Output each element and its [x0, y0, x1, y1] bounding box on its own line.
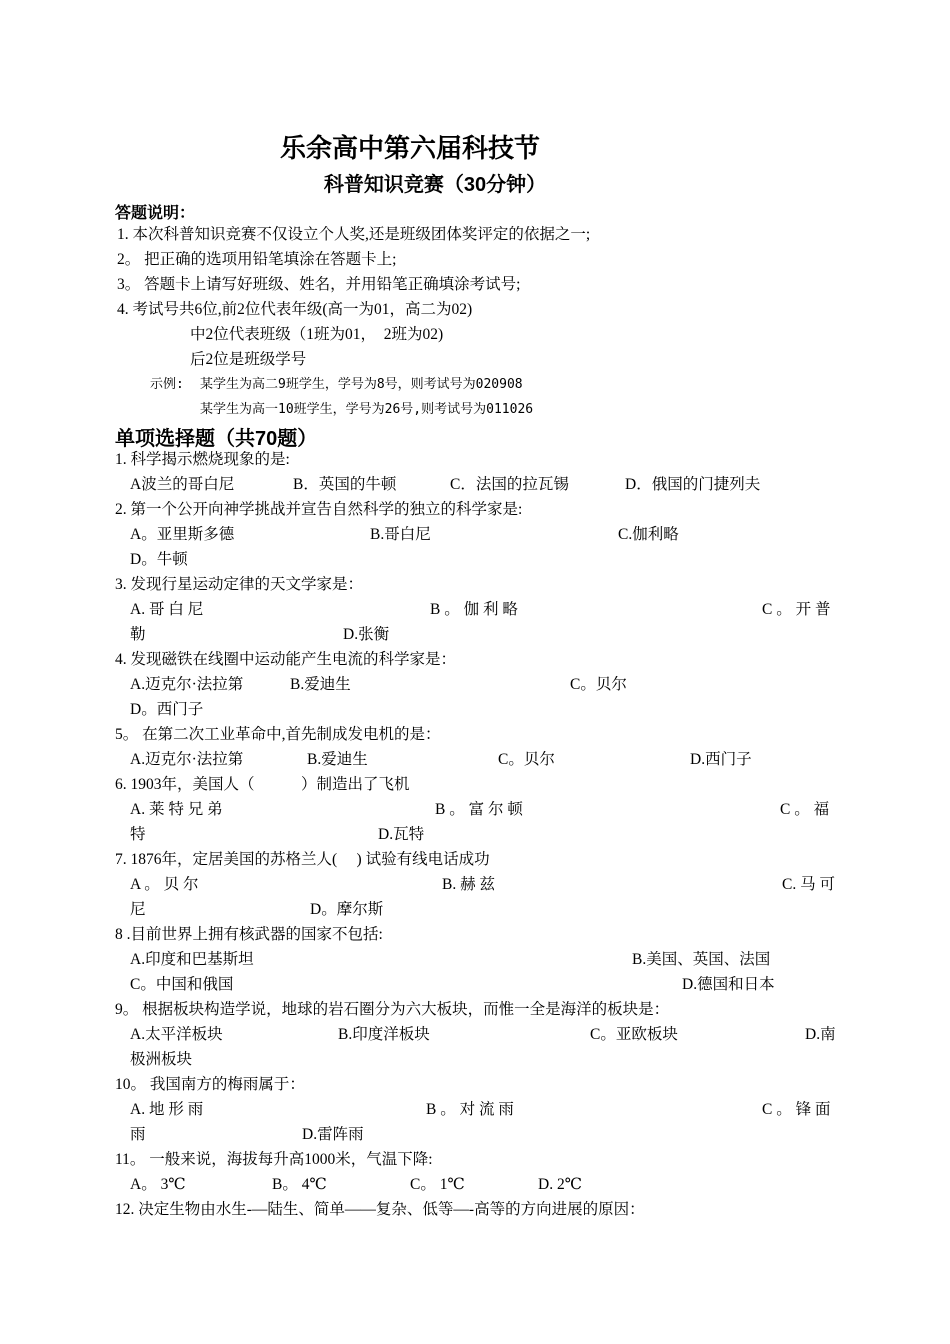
page-title: 乐余高中第六届科技节 — [279, 133, 540, 163]
option-c: C。 1℃ — [410, 1176, 465, 1193]
example-line: 某学生为高一10班学生，学号为26号,则考试号为011026 — [200, 402, 534, 417]
option-c-wrap: 尼 — [130, 901, 146, 918]
section-heading: 单项选择题（共70题） — [115, 428, 318, 450]
option-d: D．俄国的门捷列夫 — [625, 476, 761, 493]
instruction-item: 3。 答题卡上请写好班级、姓名，并用铅笔正确填涂考试号; — [117, 276, 521, 293]
option-b: B．英国的牛顿 — [293, 476, 397, 493]
option-b: B 。 对 流 雨 — [426, 1101, 514, 1118]
option-d: D。西门子 — [130, 701, 204, 718]
question-text: 11。 一般来说，海拔每升高1000米，气温下降: — [115, 1151, 433, 1168]
instruction-item: 后2位是班级学号 — [190, 351, 307, 368]
option-b: B 。 富 尔 顿 — [435, 801, 523, 818]
option-a: A。 3℃ — [130, 1176, 186, 1193]
option-c: C。贝尔 — [498, 751, 555, 768]
option-d: D.南 — [805, 1026, 836, 1043]
option-a: A.印度和巴基斯坦 — [130, 951, 254, 968]
option-b: B. 赫 兹 — [442, 876, 495, 893]
option-d: D.雷阵雨 — [302, 1126, 364, 1143]
question-text: 12. 决定生物由水生-—陆生、简单——复杂、低等—-高等的方向进展的原因： — [115, 1201, 645, 1218]
option-c: C 。 开 普 — [762, 601, 831, 618]
option-c: C。贝尔 — [570, 676, 627, 693]
option-b: B.爱迪生 — [307, 751, 368, 768]
option-c: C.伽利略 — [618, 526, 679, 543]
option-d: D. 2℃ — [538, 1176, 583, 1193]
option-c: C。中国和俄国 — [130, 976, 234, 993]
option-c: C. 马 可 — [782, 876, 835, 893]
instruction-item: 4. 考试号共6位,前2位代表年级(高一为01，高二为02) — [117, 301, 473, 318]
option-b: B.美国、英国、法国 — [632, 951, 771, 968]
question-text: 2. 第一个公开向神学挑战并宣告自然科学的独立的科学家是: — [115, 501, 523, 518]
instruction-item: 2。 把正确的选项用铅笔填涂在答题卡上; — [117, 251, 397, 268]
option-c: C 。 福 — [780, 801, 830, 818]
option-a: A.迈克尔·法拉第 — [130, 751, 244, 768]
instruction-item: 1. 本次科普知识竞赛不仅设立个人奖,还是班级团体奖评定的依据之一; — [117, 226, 591, 243]
example-label: 示例: — [150, 377, 184, 392]
option-d: D。摩尔斯 — [310, 901, 384, 918]
option-c-wrap: 特 — [130, 826, 146, 843]
option-a: A. 地 形 雨 — [130, 1101, 204, 1118]
option-c: C．法国的拉瓦锡 — [450, 476, 569, 493]
option-d: D.德国和日本 — [682, 976, 775, 993]
question-text: 7. 1876年，定居美国的苏格兰人( ) 试验有线电话成功 — [115, 851, 490, 868]
instruction-item: 中2位代表班级（1班为01， 2班为02) — [190, 326, 444, 343]
question-text: 10。 我国南方的梅雨属于： — [115, 1076, 305, 1093]
option-d: D.张衡 — [343, 626, 390, 643]
option-b: B.印度洋板块 — [338, 1026, 430, 1043]
option-a: A.迈克尔·法拉第 — [130, 676, 244, 693]
option-a: A 。 贝 尔 — [130, 876, 199, 893]
option-a: A波兰的哥白尼 — [130, 476, 235, 493]
instructions-heading: 答题说明： — [115, 205, 196, 222]
option-b: B。 4℃ — [272, 1176, 327, 1193]
example-line: 某学生为高二9班学生，学号为8号，则考试号为020908 — [200, 377, 523, 392]
option-b: B 。 伽 利 略 — [430, 601, 518, 618]
question-text: 5。 在第二次工业革命中,首先制成发电机的是： — [115, 726, 441, 743]
option-c: C。亚欧板块 — [590, 1026, 678, 1043]
option-b: B.爱迪生 — [290, 676, 351, 693]
option-d: D.西门子 — [690, 751, 752, 768]
option-a: A.太平洋板块 — [130, 1026, 223, 1043]
option-a: A。亚里斯多德 — [130, 526, 235, 543]
option-d: D.瓦特 — [378, 826, 425, 843]
option-c-wrap: 雨 — [130, 1126, 146, 1143]
page-subtitle: 科普知识竞赛（30分钟） — [323, 174, 547, 196]
option-c: C 。 锋 面 — [762, 1101, 831, 1118]
question-text: 4. 发现磁铁在线圈中运动能产生电流的科学家是： — [115, 651, 457, 668]
question-text: 1. 科学揭示燃烧现象的是: — [115, 451, 290, 468]
option-a: A. 莱 特 兄 弟 — [130, 801, 223, 818]
option-d: D。牛顿 — [130, 551, 188, 568]
question-text: 3. 发现行星运动定律的天文学家是： — [115, 576, 364, 593]
question-text: 6. 1903年，美国人（ ）制造出了飞机 — [115, 776, 410, 793]
option-d-wrap: 极洲板块 — [130, 1051, 193, 1068]
question-text: 8 .目前世界上拥有核武器的国家不包括: — [115, 926, 383, 943]
option-a: A. 哥 白 尼 — [130, 601, 204, 618]
question-text: 9。 根据板块构造学说，地球的岩石圈分为六大板块，而惟一全是海洋的板块是： — [115, 1001, 670, 1018]
option-c-wrap: 勒 — [130, 626, 146, 643]
option-b: B.哥白尼 — [370, 526, 431, 543]
